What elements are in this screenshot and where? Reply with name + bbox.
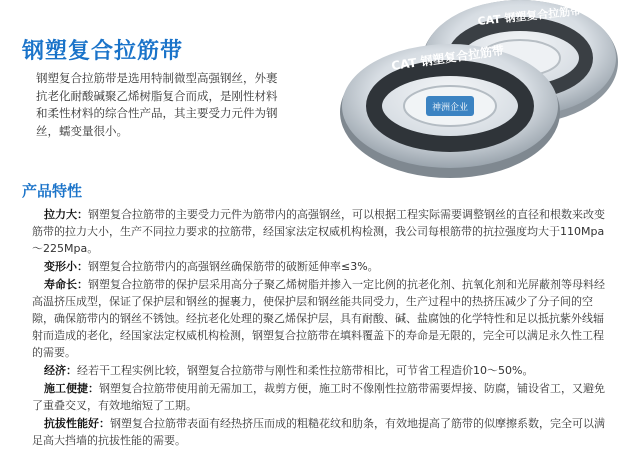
feature-label: 拉力大： (44, 208, 88, 221)
feature-label: 寿命长： (44, 278, 88, 291)
roll-label-back: CAT 钢塑复合拉筋带 (476, 4, 582, 28)
feature-text: 钢塑复合拉筋带使用前无需加工，裁剪方便，施工时不像刚性拉筋带需要焊接、防腐，铺设省工，又避免了重叠交叉，有效地缩短了工期。 (32, 382, 605, 412)
feature-label: 经济： (44, 364, 77, 377)
roll-label-front: CAT 钢塑复合拉筋带 (390, 43, 505, 73)
feature-item (32, 258, 606, 275)
section-title: 产品特性 (22, 182, 83, 200)
feature-list (32, 206, 606, 450)
feature-text: 钢塑复合拉筋带的保护层采用高分子聚乙烯树脂并掺入一定比例的抗老化剂、抗氧化剂和光屏蔽剂等母料经高温挤压成型，保证了保护层和钢丝的握裹力，使保护层和钢丝能共同受力，生产过程中的热挤压减少了分子间的空隙，确保筋带内的钢丝不锈蚀。经抗老化处理的聚乙烯保护层，具有耐酸、碱、盐腐蚀的化学特性和足以抵抗紫外线辐射而造成的老化，经国家法定权威机构检测，钢塑复合拉筋带在填料覆盖下的寿命是无限的，完全可以满足永久性工程的需要。 (32, 278, 605, 359)
feature-item (32, 206, 606, 257)
feature-item (32, 276, 606, 361)
coil-front (340, 42, 560, 178)
intro-paragraph: 钢塑复合拉筋带是选用特制微型高强钢丝，外裹抗老化耐酸碱聚乙烯树脂复合而成，是刚性材料和柔性材料的综合性产品，其主要受力元件为钢丝，蠕变量很小。 (36, 71, 278, 138)
feature-text: 钢塑复合拉筋带的主要受力元件为筋带内的高强钢丝，可以根据工程实际需要调整钢丝的直径和根数来改变筋带的拉力大小，生产不同拉力要求的拉筋带，经国家法定权威机构检测，我公司每根筋带的抗拉强度均大于110Mpa～225Mpa。 (32, 208, 605, 255)
product-photo (300, 0, 620, 180)
feature-item (32, 380, 606, 414)
feature-label: 施工便捷： (44, 382, 99, 395)
feature-text: 钢塑复合拉筋带内的高强钢丝确保筋带的破断延伸率≤3%。 (88, 260, 379, 273)
feature-item (32, 415, 606, 449)
feature-item (32, 362, 606, 379)
feature-label: 变形小： (44, 260, 88, 273)
page-title: 钢塑复合拉筋带 (22, 39, 184, 64)
feature-text: 钢塑复合拉筋带表面有经热挤压而成的粗糙花纹和肋条，有效地提高了筋带的似摩擦系数，完全可以满足高大挡墙的抗拔性能的需要。 (32, 417, 605, 447)
feature-label: 抗拔性能好： (44, 417, 110, 430)
brand-label: 神洲企业 (431, 103, 469, 113)
feature-text: 经若干工程实例比较，钢塑复合拉筋带与刚性和柔性拉筋带相比，可节省工程造价10～50%。 (77, 364, 534, 377)
